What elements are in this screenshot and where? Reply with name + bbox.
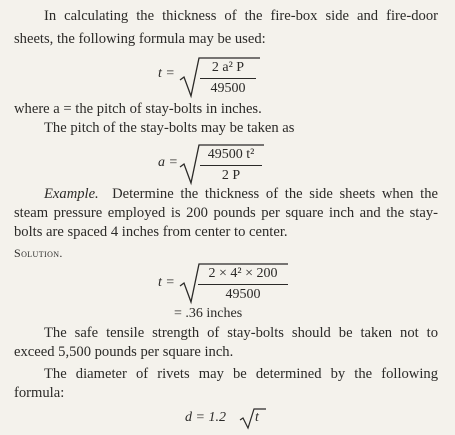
eq3-fraction	[198, 266, 288, 303]
solution-label: Solution.	[14, 246, 63, 260]
eq1-numerator: 2 a² P	[211, 60, 245, 75]
eq4-lhs-text: d = 1.2	[185, 410, 226, 425]
eq2-denominator: 2 P	[221, 168, 241, 183]
eq2-lhs: a =	[158, 155, 178, 170]
tensile-line2: exceed 5,500 pounds per square inch.	[14, 344, 234, 360]
eq2-numerator: 49500 t²	[207, 147, 255, 162]
result-value: = .36 inches	[174, 306, 243, 321]
tensile-line1: The safe tensile strength of stay-bolts should be taken not to	[44, 325, 438, 341]
pitch-line: The pitch of the stay-bolts may be taken as	[44, 120, 295, 136]
eq1-fraction	[200, 60, 256, 97]
eq2-fraction-bar	[200, 165, 262, 166]
where-line: where a = the pitch of stay-bolts in inches.	[14, 101, 262, 117]
eq4-radicand: t	[255, 410, 259, 425]
eq1-lhs: t =	[158, 66, 175, 81]
eq1-fraction-bar	[200, 78, 256, 79]
eq2-fraction	[200, 147, 262, 184]
eq3-lhs: t =	[158, 275, 175, 290]
example-line3: bolts are spaced 4 inches from center to center.	[14, 224, 288, 240]
eq3-denominator: 49500	[225, 287, 261, 302]
eq3-fraction-bar	[198, 284, 288, 285]
para1-line2: sheets, the following formula may be used:	[14, 31, 266, 47]
rivets-line1: The diameter of rivets may be determined by the following	[44, 366, 438, 382]
eq4-lhs	[185, 410, 226, 426]
example-line1-text: Determine the thickness of the side sheets when the	[112, 186, 438, 202]
para1-line1: In calculating the thickness of the fire-box side and fire-door	[44, 8, 438, 24]
rivets-line2: formula:	[14, 385, 65, 401]
example-label: Example.	[44, 186, 99, 202]
eq3-numerator: 2 × 4² × 200	[208, 266, 278, 281]
example-line2: steam pressure employed is 200 pounds per square inch and the stay-	[14, 205, 438, 221]
eq1-denominator: 49500	[210, 81, 246, 96]
example-line1	[44, 186, 438, 203]
